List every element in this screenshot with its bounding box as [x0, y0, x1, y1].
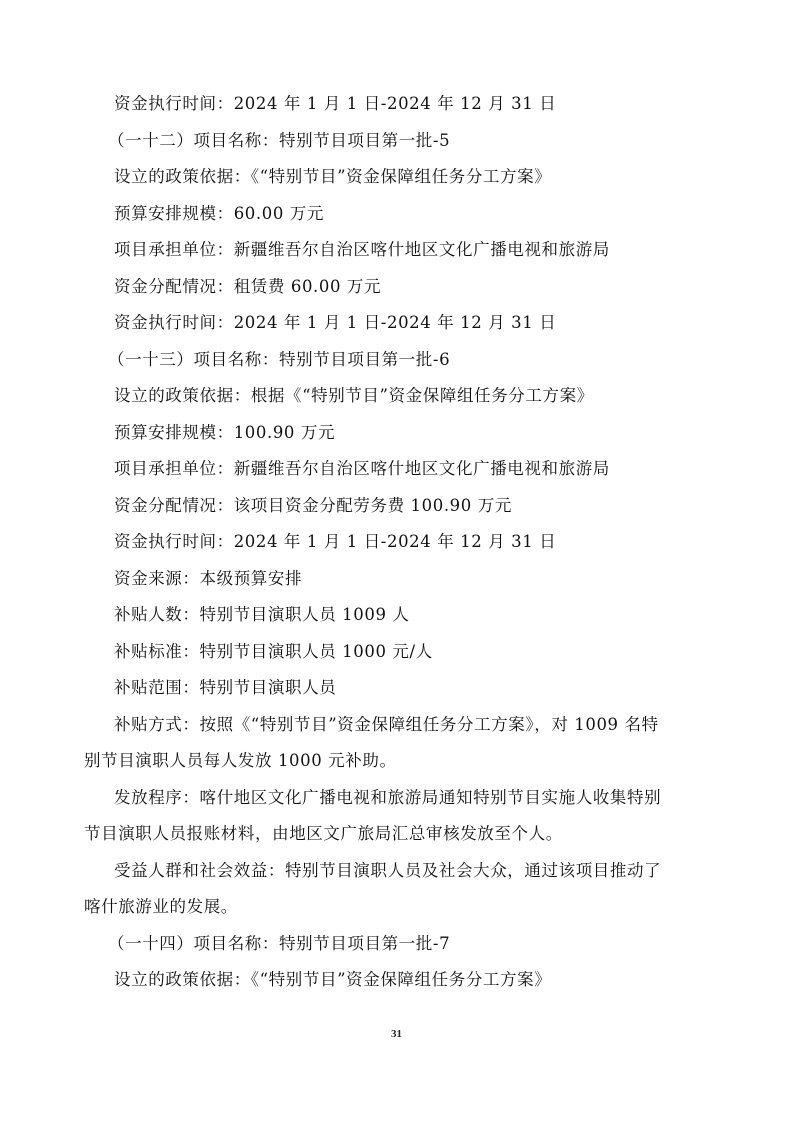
distribution-procedure-paragraph — [84, 780, 714, 853]
paragraph-continuation-line: 别节目演职人员每人发放 1000 元补助。 — [84, 751, 397, 770]
fund-allocation-line: 资金分配情况：租赁费 60.00 万元 — [114, 276, 382, 296]
paragraph-first-line: 发放程序：喀什地区文化广播电视和旅游局通知特别节目实施人收集特别 — [114, 787, 662, 807]
project-12-heading: （一十二）项目名称：特别节目项目第一批-5 — [108, 130, 451, 150]
execution-time-line: 资金执行时间：2024 年 1 月 1 日-2024 年 12 月 31 日 — [114, 532, 557, 551]
paragraph-continuation-line: 喀什旅游业的发展。 — [84, 897, 238, 916]
paragraph-continuation-line: 节目演职人员报账材料，由地区文广旅局汇总审核发放至个人。 — [84, 824, 563, 843]
project-13-heading: （一十三）项目名称：特别节目项目第一批-6 — [108, 349, 451, 369]
budget-scale-line: 预算安排规模：100.90 万元 — [114, 422, 336, 442]
page-number: 31 — [391, 1028, 402, 1040]
paragraph-first-line: 补贴方式：按照《“特别节目”资金保障组任务分工方案》，对 1009 名特 — [114, 714, 659, 734]
subsidy-standard-line: 补贴标准：特别节目演职人员 1000 元/人 — [114, 641, 433, 661]
execution-time-line: 资金执行时间：2024 年 1 月 1 日-2024 年 12 月 31 日 — [114, 94, 557, 113]
subsidy-count-line: 补贴人数：特别节目演职人员 1009 人 — [114, 605, 410, 624]
project-14-heading: （一十四）项目名称：特别节目项目第一批-7 — [108, 933, 451, 953]
document-body — [84, 86, 714, 999]
fund-allocation-line: 资金分配情况：该项目资金分配劳务费 100.90 万元 — [114, 495, 512, 515]
policy-basis-line: 设立的政策依据：根据《“特别节目”资金保障组任务分工方案》 — [114, 386, 594, 405]
budget-scale-line: 预算安排规模：60.00 万元 — [114, 203, 324, 223]
undertaking-unit-line: 项目承担单位：新疆维吾尔自治区喀什地区文化广播电视和旅游局 — [114, 459, 610, 478]
subsidy-method-paragraph — [84, 707, 714, 780]
execution-time-line: 资金执行时间：2024 年 1 月 1 日-2024 年 12 月 31 日 — [114, 313, 557, 332]
beneficiaries-paragraph — [84, 853, 714, 926]
subsidy-scope-line: 补贴范围：特别节目演职人员 — [114, 678, 337, 697]
undertaking-unit-line: 项目承担单位：新疆维吾尔自治区喀什地区文化广播电视和旅游局 — [114, 240, 610, 259]
policy-basis-line: 设立的政策依据：《“特别节目”资金保障组任务分工方案》 — [114, 970, 552, 989]
paragraph-first-line: 受益人群和社会效益：特别节目演职人员及社会大众，通过该项目推动了 — [114, 860, 662, 880]
policy-basis-line: 设立的政策依据：《“特别节目”资金保障组任务分工方案》 — [114, 167, 552, 186]
fund-source-line: 资金来源：本级预算安排 — [114, 568, 303, 588]
